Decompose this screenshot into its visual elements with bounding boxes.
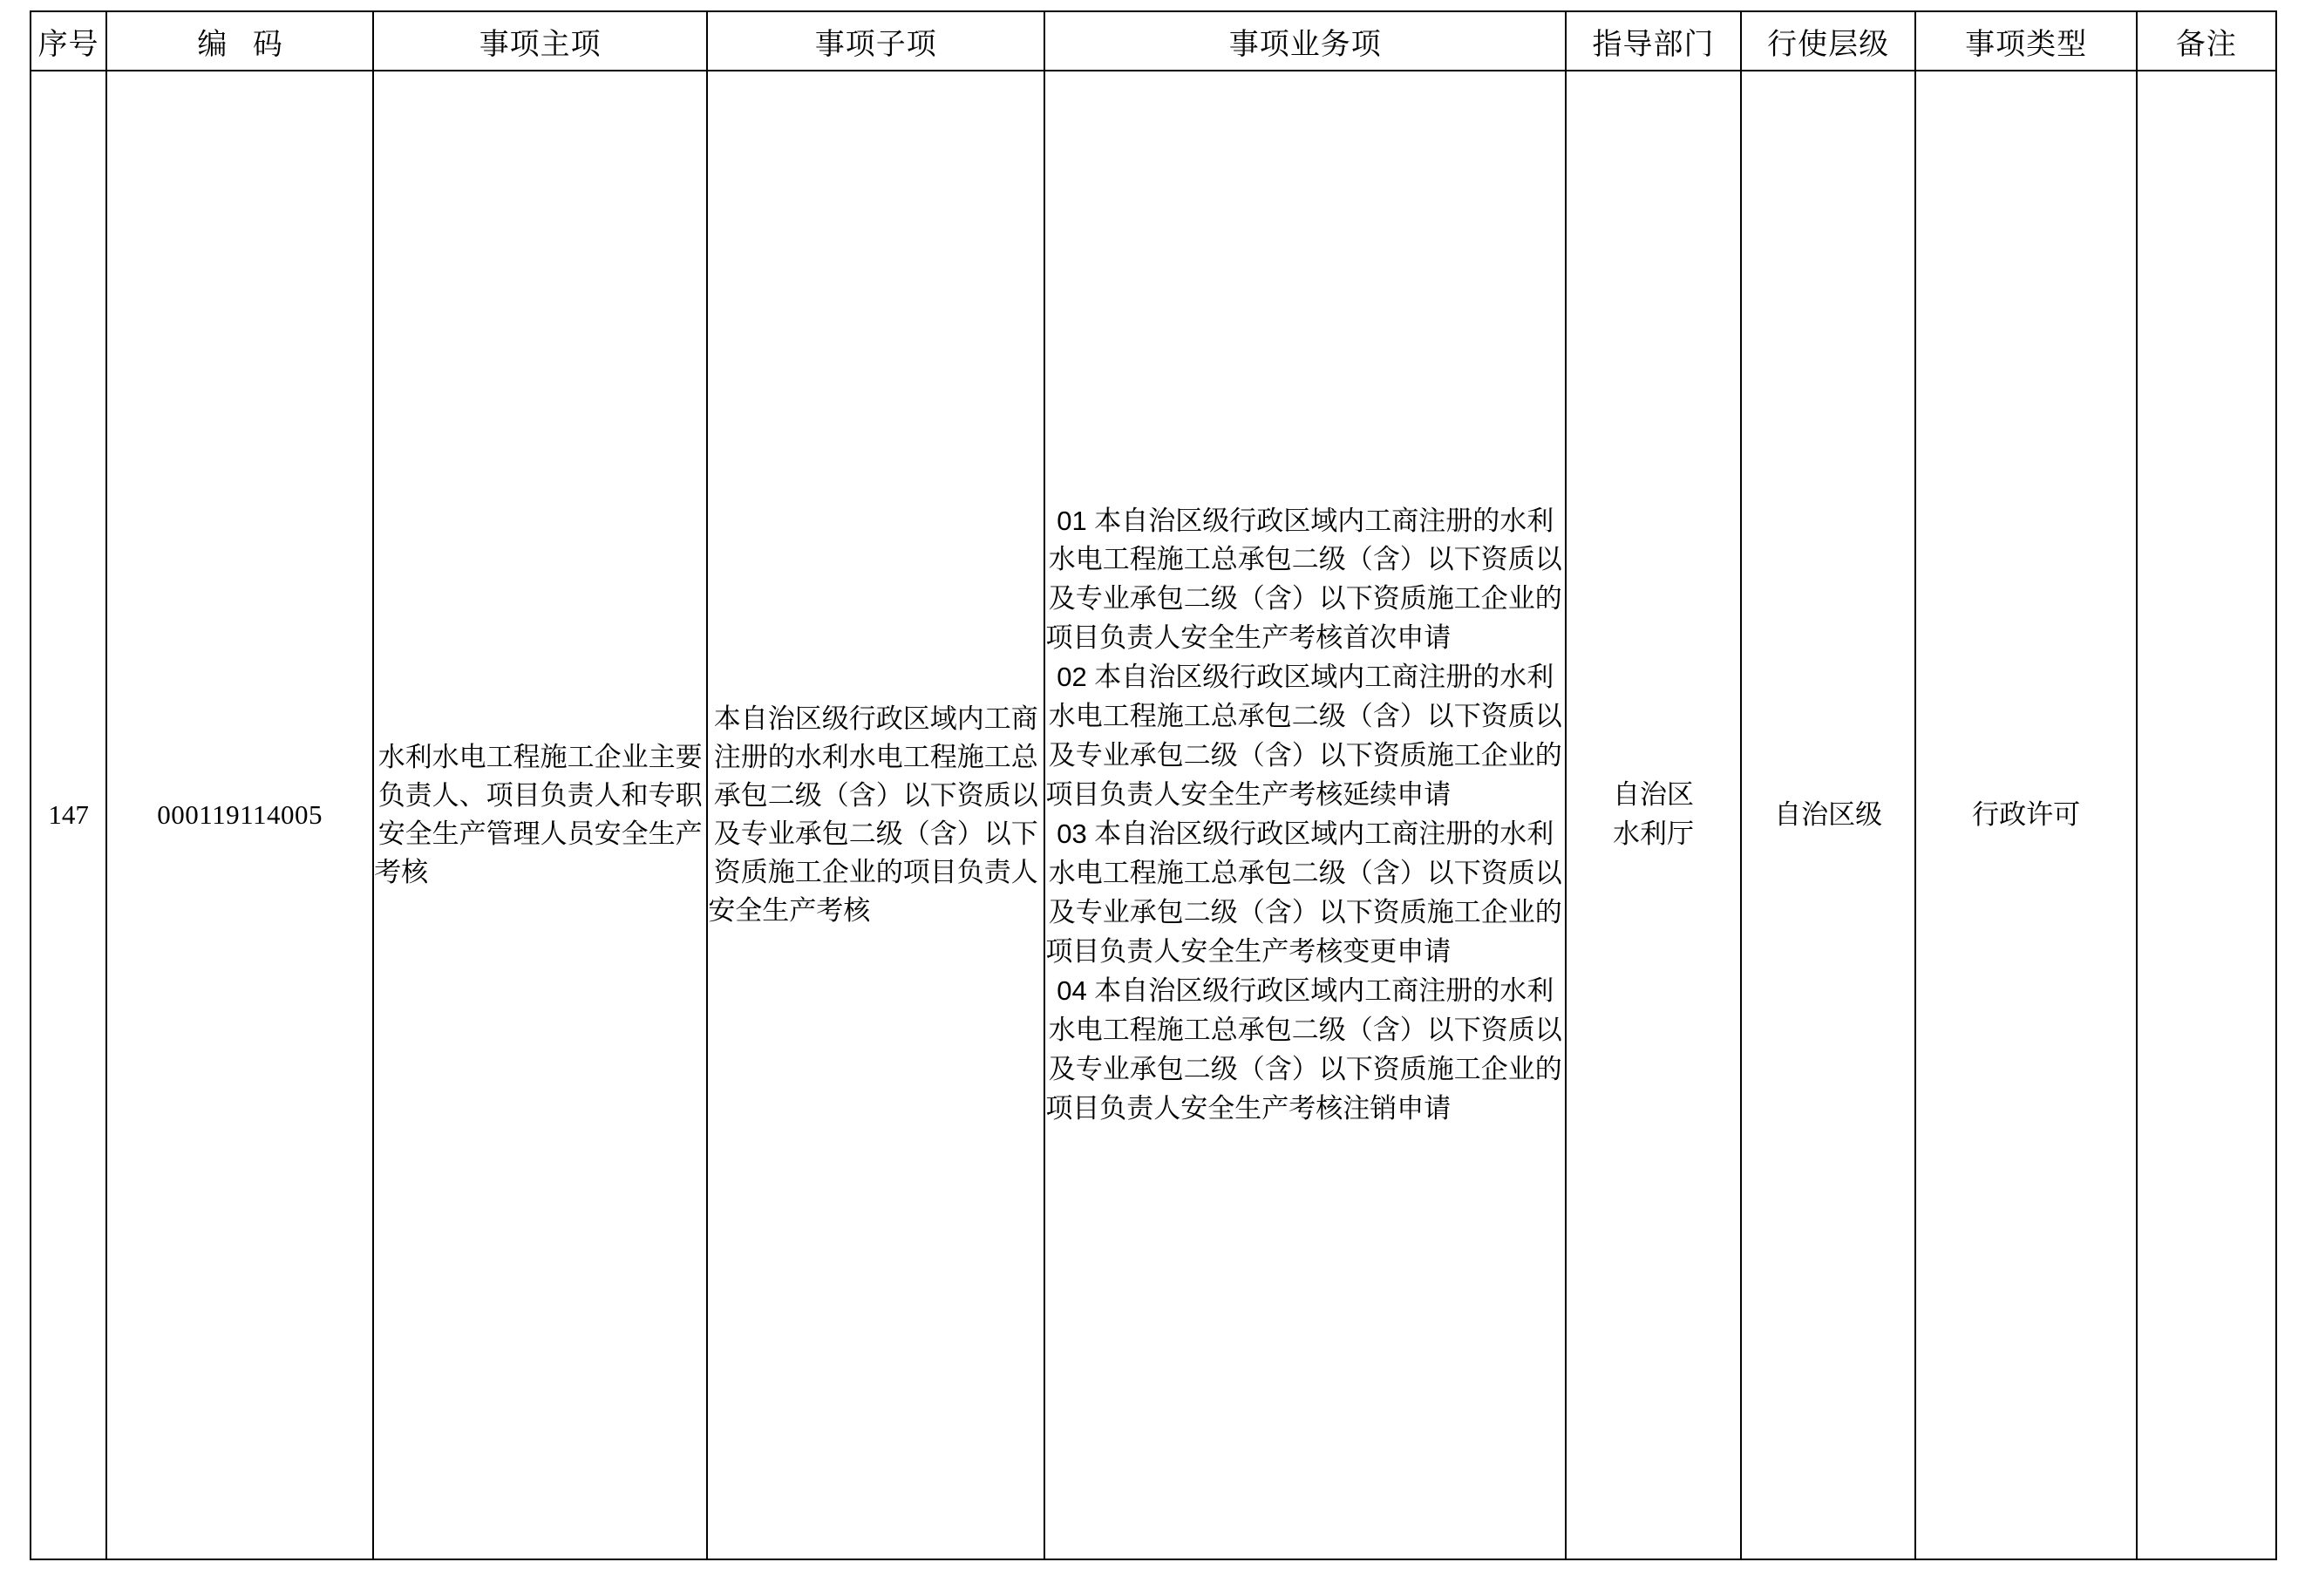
column-header-sub-item: 事项子项 [707,11,1044,71]
cell-sub-item: 本自治区级行政区域内工商注册的水利水电工程施工总承包二级（含）以下资质以及专业承包二级（含）以下资质施工企业的项目负责人安全生产考核 [707,71,1044,1559]
cell-seq: 147 [31,71,106,1559]
table-row [31,71,2276,1559]
business-item: 02 本自治区级行政区域内工商注册的水利水电工程施工总承包二级（含）以下资质以及专业承包二级（含）以下资质施工企业的项目负责人安全生产考核延续申请 [1045,662,1562,811]
column-header-level: 行使层级 [1741,11,1916,71]
column-header-seq: 序号 [31,11,106,71]
column-header-department: 指导部门 [1566,11,1741,71]
cell-item-type: 行政许可 [1915,71,2136,1559]
table-header-row [31,11,2276,71]
column-header-item-type: 事项类型 [1915,11,2136,71]
column-header-remark: 备注 [2137,11,2276,71]
cell-level: 自治区级 [1741,71,1916,1559]
cell-remark [2137,71,2276,1559]
cell-main-item: 水利水电工程施工企业主要负责人、项目负责人和专职安全生产管理人员安全生产考核 [373,71,707,1559]
column-header-code: 编 码 [106,11,373,71]
business-item: 01 本自治区级行政区域内工商注册的水利水电工程施工总承包二级（含）以下资质以及专业承包二级（含）以下资质施工企业的项目负责人安全生产考核首次申请 [1045,505,1562,654]
business-item: 04 本自治区级行政区域内工商注册的水利水电工程施工总承包二级（含）以下资质以及专业承包二级（含）以下资质施工企业的项目负责人安全生产考核注销申请 [1045,975,1562,1124]
administrative-items-table [30,10,2277,1560]
cell-department: 自治区 水利厅 [1566,71,1741,1559]
cell-code: 000119114005 [106,71,373,1559]
cell-business-items [1044,71,1566,1559]
business-item: 03 本自治区级行政区域内工商注册的水利水电工程施工总承包二级（含）以下资质以及专业承包二级（含）以下资质施工企业的项目负责人安全生产考核变更申请 [1045,818,1562,967]
column-header-main-item: 事项主项 [373,11,707,71]
column-header-business-item: 事项业务项 [1044,11,1566,71]
